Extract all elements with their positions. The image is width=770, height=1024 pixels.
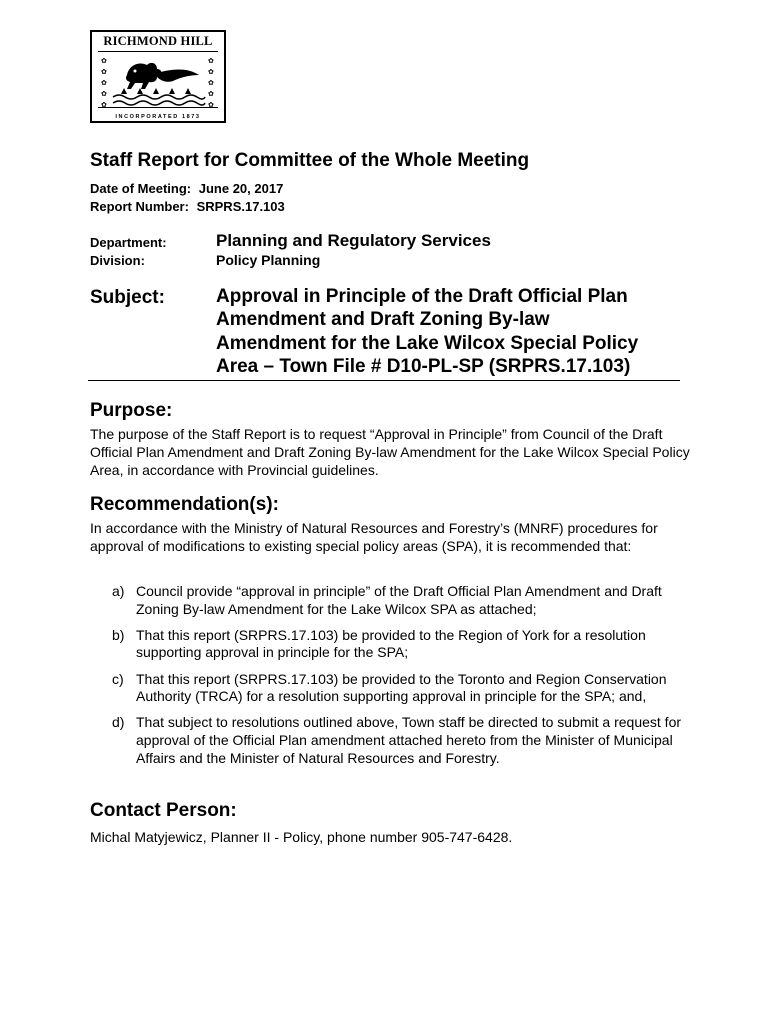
svg-text:✿: ✿	[208, 90, 214, 98]
list-marker: b)	[112, 626, 125, 643]
svg-text:✿: ✿	[208, 79, 214, 87]
logo-crest	[98, 51, 218, 108]
date-label: Date of Meeting:	[90, 181, 192, 196]
svg-text:✿: ✿	[101, 101, 107, 109]
svg-text:✿: ✿	[208, 101, 214, 109]
subject-line: Amendment and Draft Zoning By-law	[216, 309, 550, 331]
list-marker: a)	[112, 583, 125, 599]
list-item	[112, 671, 692, 706]
subject-line: Area – Town File # D10-PL-SP (SRPRS.17.103)	[216, 355, 631, 377]
list-marker: d)	[112, 714, 125, 731]
subject-line: Approval in Principle of the Draft Official Plan	[216, 286, 628, 307]
report-number	[90, 199, 285, 214]
department-label: Department:	[90, 235, 167, 250]
list-item	[112, 627, 692, 662]
subject-label: Subject:	[90, 287, 165, 308]
report-number-label: Report Number:	[90, 199, 189, 214]
list-item-text: Council provide “approval in principle” of the Draft Official Plan Amendment and Draft Zoning By-law Amendment for the Lake Wilcox SPA as attached;	[136, 583, 662, 617]
svg-text:✿: ✿	[101, 57, 107, 65]
logo-incorporated: INCORPORATED 1873	[115, 114, 201, 120]
list-item	[112, 583, 692, 618]
purpose-heading: Purpose:	[90, 400, 173, 421]
svg-text:✿: ✿	[101, 68, 107, 76]
report-number-value: SRPRS.17.103	[196, 199, 285, 214]
svg-text:✿: ✿	[208, 68, 214, 76]
richmond-hill-logo	[90, 30, 226, 123]
department-value: Planning and Regulatory Services	[216, 231, 491, 250]
contact-text: Michal Matyjewicz, Planner II - Policy, phone number 905-747-6428.	[90, 829, 513, 845]
recommendations-intro: In accordance with the Ministry of Natural Resources and Forestry’s (MNRF) procedures for approval of modifications to existing special policy areas (SPA), it is recommended that:	[90, 520, 658, 555]
recommendations-list	[112, 583, 692, 776]
division-label: Division:	[90, 253, 145, 268]
subject-text	[216, 285, 676, 378]
svg-text:✿: ✿	[101, 90, 107, 98]
svg-text:✿: ✿	[208, 57, 214, 65]
report-title: Staff Report for Committee of the Whole Meeting	[90, 150, 530, 171]
list-item-text: That this report (SRPRS.17.103) be provided to the Region of York for a resolution supporting approval in principle for the SPA;	[136, 626, 646, 661]
list-item-text: That subject to resolutions outlined above, Town staff be directed to submit a request for approval of the Official Plan amendment attached hereto from the Minister of Municipal Affairs and the Minister of Natural Resources and Forestry.	[136, 714, 682, 766]
division-value: Policy Planning	[216, 252, 321, 268]
subject-divider	[88, 380, 680, 381]
date-of-meeting	[90, 181, 283, 196]
list-marker: c)	[112, 670, 124, 687]
recommendations-heading: Recommendation(s):	[90, 494, 279, 515]
svg-text:✿: ✿	[101, 79, 107, 87]
logo-title: RICHMOND HILL	[103, 34, 213, 48]
lion-crest-icon	[99, 53, 219, 111]
date-value: June 20, 2017	[198, 181, 284, 196]
list-item	[112, 714, 692, 767]
contact-heading: Contact Person:	[90, 800, 237, 821]
subject-line: Amendment for the Lake Wilcox Special Policy	[216, 332, 639, 354]
purpose-text: The purpose of the Staff Report is to request “Approval in Principle” from Council of the Draft Official Plan Amendment and Draft Zoning By-law Amendment for the Lake Wilcox Special Policy Area, in accordance with Provincial guidelines.	[90, 426, 690, 479]
list-item-text: That this report (SRPRS.17.103) be provided to the Toronto and Region Conservation Authority (TRCA) for a resolution supporting approval in principle for the SPA; and,	[136, 670, 667, 705]
